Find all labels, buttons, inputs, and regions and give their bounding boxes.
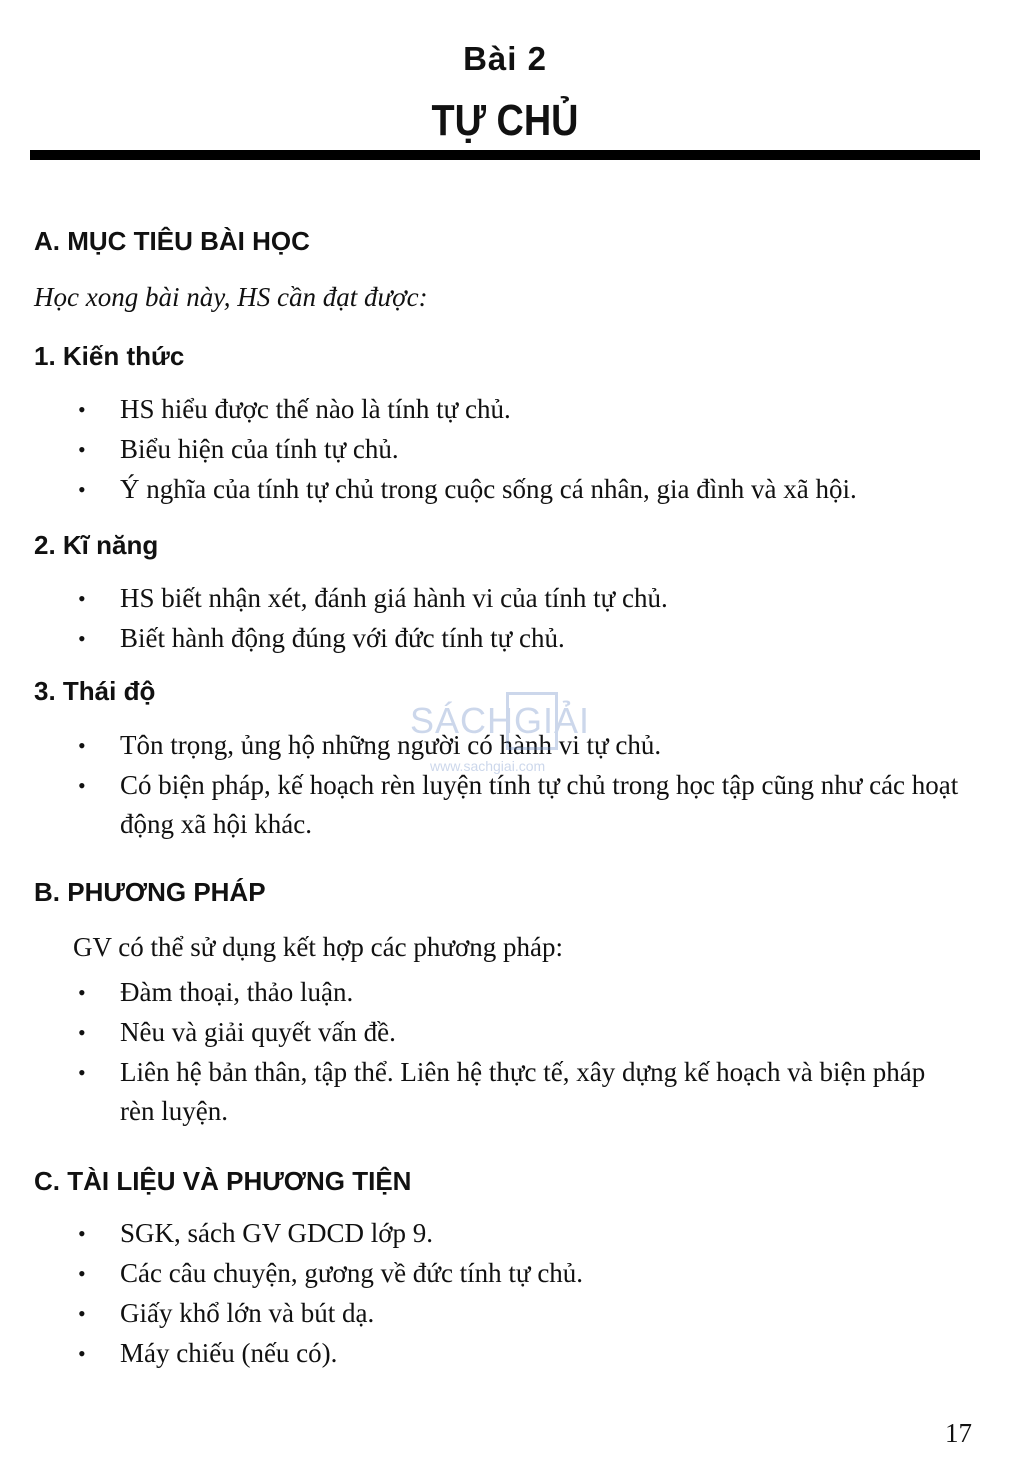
list-item-text: Đàm thoại, thảo luận. [120,977,354,1007]
section-b-heading: B. PHƯƠNG PHÁP [34,877,266,907]
list-item [0,1214,1000,1253]
list-item-text: Ý nghĩa của tính tự chủ trong cuộc sống cá nhân, gia đình và xã hội. [120,474,857,504]
bullet-icon: • [78,437,86,462]
bullet-icon: • [78,397,86,422]
list-item [0,766,1000,844]
bullet-icon: • [78,980,86,1005]
bullet-icon: • [78,1020,86,1045]
list-item-text: Nêu và giải quyết vấn đề. [120,1017,396,1047]
bullet-icon: • [78,1060,86,1085]
bullet-icon: • [78,626,86,651]
list-item-text: Biết hành động đúng với đức tính tự chủ. [120,623,565,653]
list-item [0,1294,1000,1333]
list-item [0,619,1000,658]
list-item-text: HS hiểu được thế nào là tính tự chủ. [120,394,511,424]
list-item [0,1254,1000,1293]
materials-list [0,1214,1000,1374]
section-b-intro: GV có thể sử dụng kết hợp các phương pháp: [73,932,563,962]
list-item [0,579,1000,618]
section-c-heading: C. TÀI LIỆU VÀ PHƯƠNG TIỆN [34,1166,412,1196]
list-item-text: Có biện pháp, kế hoạch rèn luyện tính tự chủ trong học tập cũng như các hoạt động xã hội khác. [120,770,959,839]
title-divider [30,150,980,160]
skills-list [0,579,1000,659]
list-item-text: Liên hệ bản thân, tập thể. Liên hệ thực tế, xây dựng kế hoạch và biện pháp rèn luyện. [120,1057,926,1126]
page-number: 17 [945,1418,972,1448]
list-item-text: SGK, sách GV GDCD lớp 9. [120,1218,434,1248]
bullet-icon: • [78,1301,86,1326]
list-item [0,973,1000,1012]
list-item [0,1053,1000,1131]
bullet-icon: • [78,733,86,758]
attitude-list [0,726,1000,845]
bullet-icon: • [78,586,86,611]
bullet-icon: • [78,1261,86,1286]
bullet-icon: • [78,477,86,502]
list-item [0,390,1000,429]
list-item [0,1334,1000,1373]
watermark-url: www.sachgiai.com [430,758,546,774]
lesson-number: Bài 2 [463,40,547,77]
list-item [0,1013,1000,1052]
list-item-text: Tôn trọng, ủng hộ những người có hành vi tự chủ. [120,730,662,760]
lesson-title: TỰ CHỦ [431,96,579,145]
list-item-text: Máy chiếu (nếu có). [120,1338,338,1368]
list-item [0,470,1000,509]
list-item-text: Giấy khổ lớn và bút dạ. [120,1298,375,1328]
section-a-heading: A. MỤC TIÊU BÀI HỌC [34,226,310,256]
methods-list [0,973,1000,1132]
list-item-text: Các câu chuyện, gương về đức tính tự chủ. [120,1258,584,1288]
knowledge-heading: 1. Kiến thức [34,341,185,371]
list-item-text: HS biết nhận xét, đánh giá hành vi của tính tự chủ. [120,583,668,613]
attitude-heading: 3. Thái độ [34,676,156,706]
list-item-text: Biểu hiện của tính tự chủ. [120,434,399,464]
bullet-icon: • [78,1221,86,1246]
section-a-intro: Học xong bài này, HS cần đạt được: [34,282,428,312]
knowledge-list [0,390,1000,510]
skills-heading: 2. Kĩ năng [34,530,159,560]
bullet-icon: • [78,773,86,798]
list-item [0,430,1000,469]
bullet-icon: • [78,1341,86,1366]
list-item [0,726,1000,765]
watermark-text: SÁCHGIẢI [410,700,591,741]
